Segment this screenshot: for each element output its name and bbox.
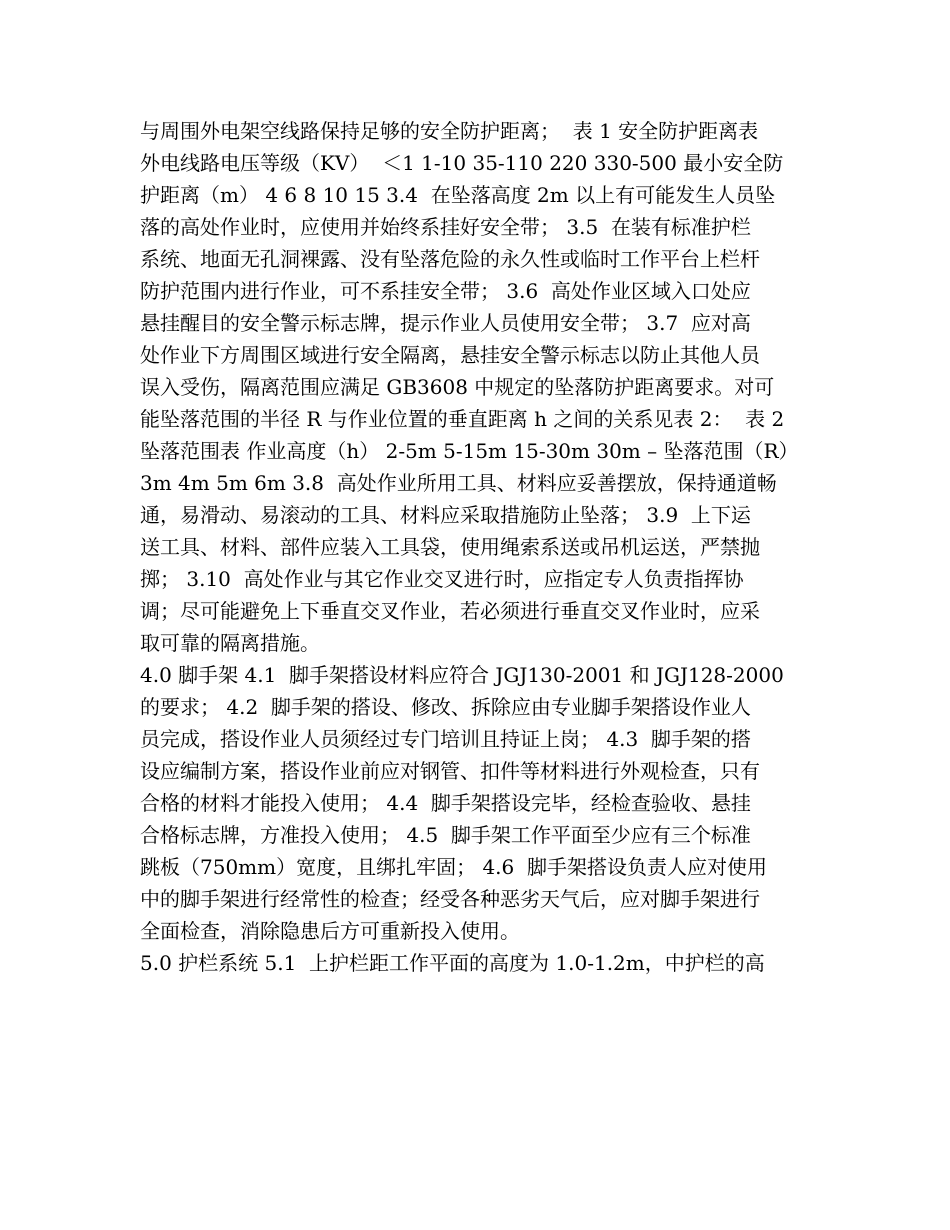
text-line: 中的脚手架进行经常性的检查；经受各种恶劣天气后，应对脚手架进行: [140, 887, 760, 911]
text-line: 4.0 脚手架 4.1 脚手架搭设材料应符合 JGJ130-2001 和 JGJ128-2000: [140, 663, 784, 687]
text-line: 的要求； 4.2 脚手架的搭设、修改、拆除应由专业脚手架搭设作业人: [140, 695, 751, 719]
text-line: 落的高处作业时，应使用并始终系挂好安全带； 3.5 在装有标准护栏: [140, 215, 751, 239]
text-line: 送工具、材料、部件应装入工具袋，使用绳索系送或吊机运送，严禁抛: [140, 535, 760, 559]
text-line: 坠落范围表 作业高度（h） 2-5m 5-15m 15-30m 30m – 坠落范围（R）: [140, 439, 799, 463]
text-line: 外电线路电压等级（KV） ＜1 1-10 35-110 220 330-500 最小安全防: [140, 151, 784, 175]
text-line: 通，易滑动、易滚动的工具、材料应采取措施防止坠落； 3.9 上下运: [140, 503, 751, 527]
text-line: 悬挂醒目的安全警示标志牌，提示作业人员使用安全带； 3.7 应对高: [140, 311, 751, 335]
text-line: 员完成，搭设作业人员须经过专门培训且持证上岗； 4.3 脚手架的搭: [140, 727, 751, 751]
text-line: 掷； 3.10 高处作业与其它作业交叉进行时，应指定专人负责指挥协: [140, 567, 744, 591]
text-line: 防护范围内进行作业，可不系挂安全带； 3.6 高处作业区域入口处应: [140, 279, 751, 303]
text-line: 处作业下方周围区域进行安全隔离，悬挂安全警示标志以防止其他人员: [140, 343, 760, 367]
text-line: 设应编制方案，搭设作业前应对钢管、扣件等材料进行外观检查，只有: [140, 759, 760, 783]
text-line: 3m 4m 5m 6m 3.8 高处作业所用工具、材料应妥善摆放，保持通道畅: [140, 471, 777, 495]
text-line: 与周围外电架空线路保持足够的安全防护距离； 表 1 安全防护距离表: [140, 119, 759, 143]
text-line: 调；尽可能避免上下垂直交叉作业，若必须进行垂直交叉作业时，应采: [140, 599, 760, 623]
text-line: 跳板（750mm）宽度，且绑扎牢固； 4.6 脚手架搭设负责人应对使用: [140, 855, 767, 879]
text-line: 误入受伤，隔离范围应满足 GB3608 中规定的坠落防护距离要求。对可: [140, 375, 775, 399]
text-line: 系统、地面无孔洞裸露、没有坠落危险的永久性或临时工作平台上栏杆: [140, 247, 760, 271]
text-line: 能坠落范围的半径 R 与作业位置的垂直距离 h 之间的关系见表 2： 表 2: [140, 407, 785, 431]
text-line: 合格标志牌，方准投入使用； 4.5 脚手架工作平面至少应有三个标准: [140, 823, 751, 847]
text-line: 护距离（m） 4 6 8 10 15 3.4 在坠落高度 2m 以上有可能发生人员坠: [140, 183, 776, 207]
text-line: 合格的材料才能投入使用； 4.4 脚手架搭设完毕，经检查验收、悬挂: [140, 791, 751, 815]
body-text: [140, 115, 820, 979]
text-line: 取可靠的隔离措施。: [140, 631, 320, 655]
text-line: 全面检查，消除隐患后方可重新投入使用。: [140, 919, 520, 943]
text-line: 5.0 护栏系统 5.1 上护栏距工作平面的高度为 1.0-1.2m，中护栏的高: [140, 951, 765, 975]
